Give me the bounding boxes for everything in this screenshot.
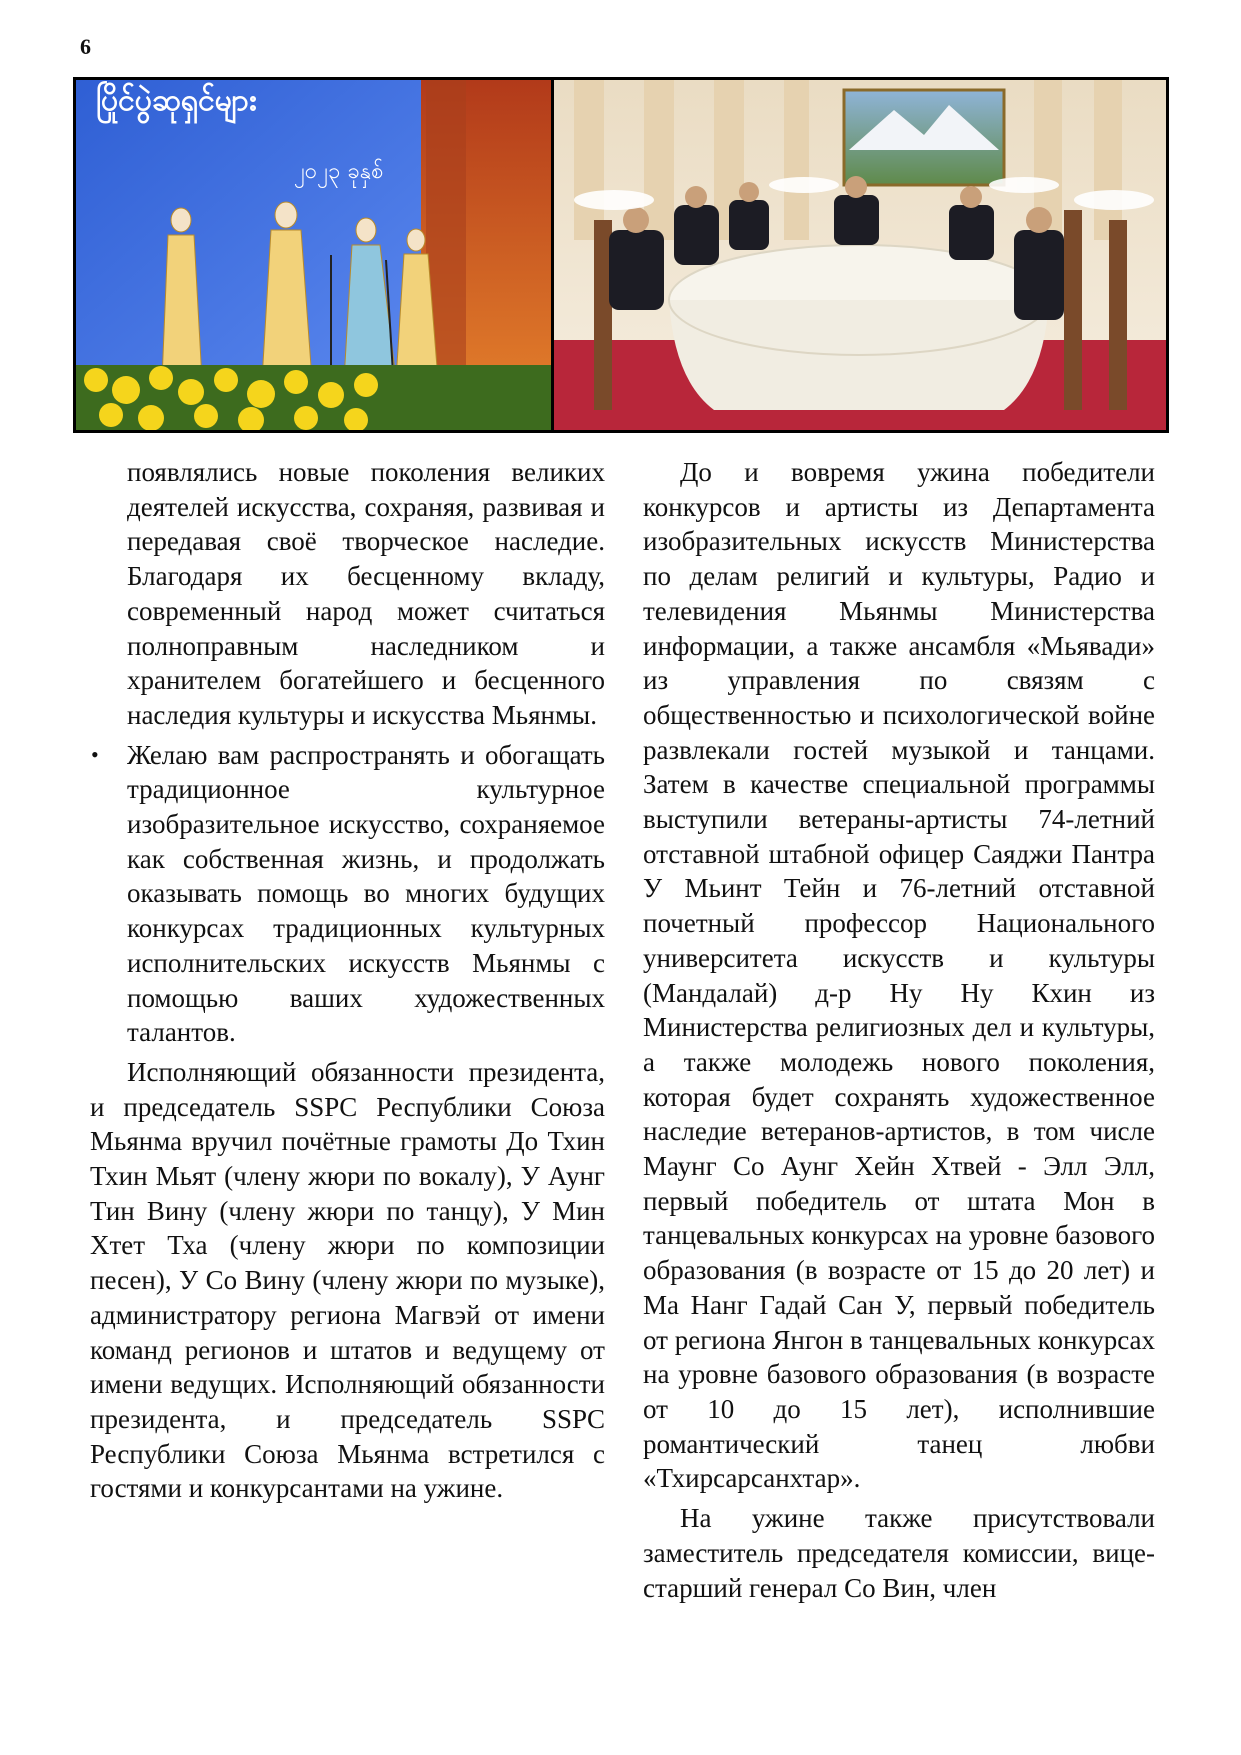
banner-text: ပြိုင်ပွဲဆုရှင်များ bbox=[96, 83, 257, 118]
banner-date: ၂၀၂၃ ခုနှစ် bbox=[294, 159, 384, 184]
bullet-text: Желаю вам распространять и обогащать традиционное культурное изобразительное искусство, сохраняемое как собственная жизнь, и продолжать оказывать помощь во многих будущих конкурсах традиционных культурных исполнительских искусств Мьянмы с помощью ваших художественных талантов. bbox=[127, 739, 605, 1048]
attendees-paragraph: На ужине также присутствовали заместитель председателя комиссии, вице-старший генерал Со Вин, член bbox=[643, 1503, 1155, 1603]
dinner-entertainment-paragraph: До и вовремя ужина победители конкурсов и артисты из Департамента изобразительных искусств Министерства по делам религий и культуры, Радио и телевидения Мьянмы Министерства информации, а также ансамбля «Мьявади» из управления по связям с общественностью и психологической войне развлекали гостей музыкой и танцами. Затем в качестве специальной программы выступили ветераны-артисты 74-летний отставной штабной офицер Саяджи Пантра У Мьинт Тейн и 76-летний отставной почетный профессор Национального университета искусств и культуры (Мандалай) д-р Ну Ну Кхин из Министерства религиозных дел и культуры, а также молодежь нового поколения, которая будет сохранять художественное наследие ветеранов-артистов, в том числе Маунг Со Аунг Хейн Хтвей - Элл Элл, первый победитель от штата Мон в танцевальных конкурсах на уровне базового образования (в возрасте от 15 до 20 лет) и Ма Нанг Гадай Сан У, первый победитель от региона Янгон в танцевальных конкурсах на уровне базового образования (в возрасте от 10 до 15 лет), исполнившие романтический танец любви «Тхирсарсанхтар». bbox=[643, 457, 1155, 1494]
stage-performance-photo bbox=[76, 80, 551, 430]
bullet-icon: • bbox=[91, 741, 99, 767]
left-column bbox=[90, 455, 605, 1506]
right-column bbox=[643, 455, 1155, 1605]
continuation-paragraph: появлялись новые поколения великих деятелей искусства, сохраняя, развивая и передавая своё творческое наследие. Благодаря их бесценному вкладу, современный народ может считаться полноправным наследником и хранителем богатейшего и бесценного наследия культуры и искусства Мьянмы. bbox=[127, 457, 605, 730]
banquet-dinner-photo bbox=[554, 80, 1166, 430]
photo-strip bbox=[73, 77, 1169, 433]
page-number: 6 bbox=[80, 34, 91, 59]
awards-paragraph: Исполняющий обязанности президента, и председатель SSPC Республики Союза Мьянма вручил почётные грамоты До Тхин Тхин Мьят (члену жюри по вокалу), У Аунг Тин Вину (члену жюри по танцу), У Мин Хтет Тха (члену жюри по композиции песен), У Со Вину (члену жюри по музыке), администратору региона Магвэй от имени команд регионов и штатов и ведущему от имени ведущих. Исполняющий обязанности президента, и председатель SSPC Республики Союза Мьянма встретился с гостями и конкурсантами на ужине. bbox=[90, 1056, 605, 1504]
bullet-list-item bbox=[91, 738, 605, 1050]
